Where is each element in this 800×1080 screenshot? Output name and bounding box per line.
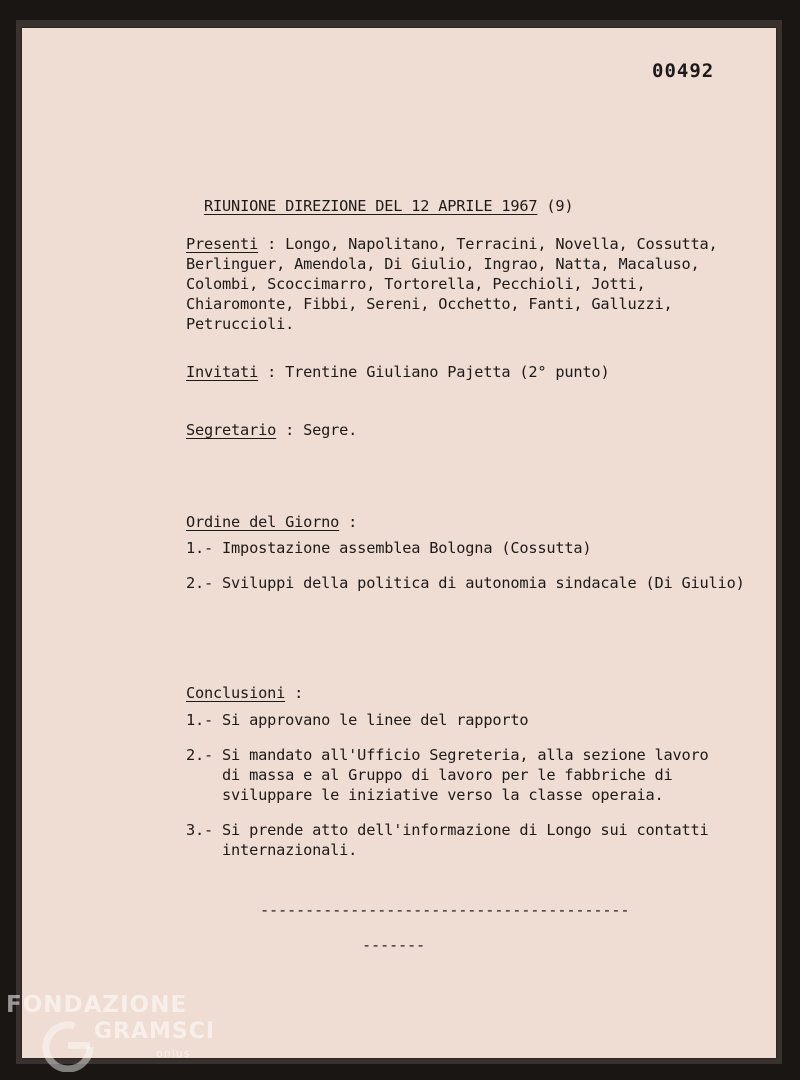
conclusioni-item-1: 1.- Si approvano le linee del rapporto [186, 711, 529, 729]
watermark-line-1: FONDAZIONE [6, 992, 188, 1018]
presenti-line-5: Petruccioli. [186, 315, 295, 333]
conclusioni-item-3-line-2: internazionali. [186, 841, 358, 859]
segretario-label: Segretario [186, 421, 277, 439]
segretario-line [186, 420, 357, 440]
presenti-line-4: Chiaromonte, Fibbi, Sereni, Occhetto, Fanti, Galluzzi, [186, 295, 673, 313]
invitati-line [186, 362, 609, 382]
document-title [186, 176, 573, 216]
ordine-heading: Ordine del Giorno : [186, 513, 358, 531]
ordine-item-1: 1.- Impostazione assemblea Bologna (Cossutta) [186, 539, 592, 557]
presenti-label: Presenti [186, 235, 259, 253]
watermark-line-3: onlus [156, 1047, 191, 1060]
conclusioni-label: Conclusioni [186, 684, 286, 702]
presenti-line-1: Presenti : Longo, Napolitano, Terracini, Novella, Cossutta, [186, 235, 718, 253]
ordine-label: Ordine del Giorno [186, 513, 340, 531]
presenti-line-3: Colombi, Scoccimarro, Tortorella, Pecchioli, Jotti, [186, 275, 646, 293]
title-text: RIUNIONE DIREZIONE DEL 12 APRILE 1967 [204, 197, 538, 215]
conclusioni-item-2-line-3: sviluppare le iniziative verso la classe operaia. [186, 786, 664, 804]
presenti-line-2: Berlinguer, Amendola, Di Giulio, Ingrao, Natta, Macaluso, [186, 255, 700, 273]
conclusioni-item-2-line-1: 2.- Si mandato all'Ufficio Segreteria, alla sezione lavoro [186, 746, 709, 764]
watermark-line-2: GRAMSCI [94, 1019, 216, 1044]
conclusioni-heading: Conclusioni : [186, 684, 304, 702]
separator-long: ----------------------------------------- [260, 901, 630, 919]
segretario-text: : Segre. [276, 421, 358, 439]
conclusioni-item-3-line-1: 3.- Si prende atto dell'informazione di Longo sui contatti [186, 821, 709, 839]
title-suffix: (9) [546, 197, 574, 215]
separator-short: ------- [362, 936, 426, 954]
ordine-item-2: 2.- Sviluppi della politica di autonomia sindacale (Di Giulio) [186, 574, 745, 592]
conclusioni-item-2-line-2: di massa e al Gruppo di lavoro per le fabbriche di [186, 766, 673, 784]
archive-number: 00492 [652, 60, 715, 82]
invitati-label: Invitati [186, 363, 259, 381]
invitati-text: : Trentine Giuliano Pajetta (2° punto) [258, 363, 610, 381]
